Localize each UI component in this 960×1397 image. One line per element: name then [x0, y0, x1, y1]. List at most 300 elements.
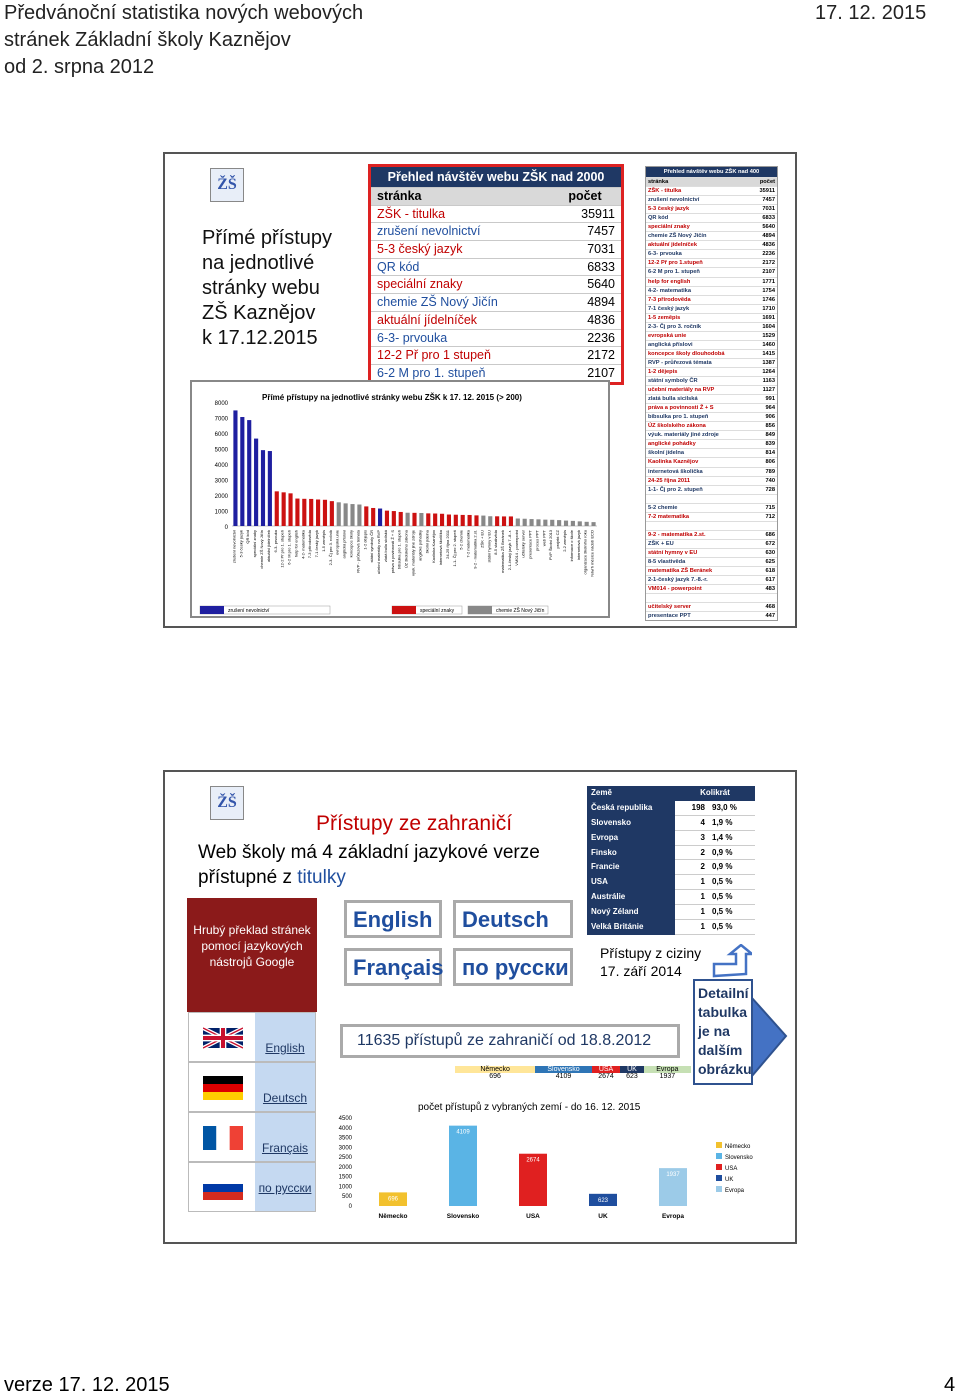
page-name: QR kód [648, 215, 669, 222]
col-country: Země [587, 786, 675, 801]
page-name [648, 495, 775, 503]
slide1-title-line: stránky webu [202, 277, 320, 299]
x-tick-label: státní symboly ČR [369, 530, 375, 563]
x-tick-label: aktuální jídelníček [265, 530, 271, 563]
country-table [587, 786, 755, 935]
page-name: bibsulka pro 1. stupeň [648, 414, 709, 421]
country-row [587, 846, 755, 861]
country-count: 1 [675, 875, 709, 890]
long-visits-table [645, 166, 778, 621]
page-name: 5-2 chemie [648, 504, 678, 511]
access-total-box: 11635 přístupů ze zahraničí od 18.8.2012 [340, 1024, 680, 1058]
page-count: 1771 [762, 278, 775, 285]
data-label: 1937 [666, 1172, 680, 1179]
chart-bar [268, 451, 272, 526]
x-tick-label: práva a povinnosti Ž + S [389, 530, 395, 574]
lang-label[interactable]: English [255, 1013, 315, 1061]
mini-value: 2674 [598, 1073, 614, 1080]
lang-row-deutsch[interactable] [188, 1062, 316, 1112]
page-count: 2172 [762, 260, 775, 267]
country-count: 2 [675, 860, 709, 875]
top-visits-table [368, 164, 624, 385]
country-name: Velká Británie [587, 920, 675, 935]
legend-label: chemie ZŠ Nový Jičín [496, 608, 545, 614]
country-count: 3 [675, 831, 709, 846]
long-visits-row [646, 213, 777, 222]
long-visits-row [646, 611, 777, 620]
x-tick-label: anglické pohádky [417, 530, 423, 561]
page-count: 2107 [587, 365, 615, 380]
page-count: 5640 [762, 224, 775, 231]
y-tick-label: 1000 [338, 1184, 352, 1191]
y-tick-label: 1500 [338, 1174, 352, 1181]
long-visits-row [646, 304, 777, 313]
long-visits-row [646, 485, 777, 494]
x-tick-label: Návrh měsíce nádob ECO [589, 530, 595, 577]
subtitle-line-2 [198, 865, 540, 890]
page-name: 1-1- Čj pro 2. stupeň [648, 486, 703, 493]
top-visits-header-row [371, 187, 621, 205]
header-title [4, 0, 363, 81]
y-tick-label: 0 [224, 525, 228, 531]
x-tick-label: bibsulka pro 1. stupeň [396, 530, 402, 570]
foreign-note-date: 17. září 2014 [600, 963, 682, 979]
long-visits-header-row [646, 177, 777, 186]
page-count: 1415 [762, 350, 775, 357]
page-name: státní hymny v EU [648, 549, 698, 556]
chart-bar [302, 499, 306, 526]
chart-bar [406, 513, 410, 526]
col-count: Kolikrát [675, 786, 755, 801]
page-count: 4894 [762, 233, 775, 240]
page-count: 728 [765, 486, 775, 493]
x-tick-label: 1-5 zeměpis [320, 530, 326, 552]
footer-page: 4 [944, 1374, 956, 1396]
country-name: USA [587, 875, 675, 890]
country-name: Slovensko [587, 816, 675, 831]
long-visits-row [646, 249, 777, 258]
legend-label: Evropa [725, 1188, 745, 1194]
y-tick-label: 1000 [214, 509, 228, 516]
long-visits-title: Přehled návštěv webu ZŠK nad 400 [646, 167, 777, 177]
x-tick-label: proces PPT [534, 530, 540, 551]
y-tick-label: 6000 [214, 432, 228, 438]
long-visits-row [646, 222, 777, 231]
legend-swatch [200, 606, 224, 614]
long-visits-row [646, 557, 777, 566]
long-visits-row [646, 376, 777, 385]
page-name: učitelský server [648, 604, 692, 611]
long-visits-row [646, 286, 777, 295]
page-count: 906 [765, 414, 775, 421]
long-visits-row [646, 439, 777, 448]
header-date: 17. 12. 2015 [815, 2, 927, 24]
long-visits-row [646, 521, 777, 530]
school-logo: ŽŠ [210, 168, 244, 202]
page-count: 806 [765, 459, 775, 466]
chart-bar [247, 420, 251, 526]
chart-bar [509, 516, 513, 526]
mini-value: 4109 [555, 1073, 572, 1080]
lang-label[interactable]: Deutsch [255, 1063, 315, 1111]
country-percent: 0,5 % [709, 890, 755, 905]
x-tick-label: 6-2 M pro 1. stupeň [286, 530, 292, 565]
long-visits-row [646, 476, 777, 485]
long-visits-row [646, 313, 777, 322]
long-visits-row [646, 322, 777, 331]
x-tick-label: 2-1-český jazyk 7.-8.-r. [506, 530, 512, 571]
x-tick-label: koncepce školy [348, 530, 354, 558]
page-count: 35911 [759, 188, 775, 195]
x-tick-label: speciální znaky [252, 530, 258, 558]
country-percent: 0,9 % [709, 860, 755, 875]
country-row [587, 816, 755, 831]
x-tick-label: 4-2- matematika [300, 530, 306, 559]
chart-bar [481, 516, 485, 526]
country-count: 1 [675, 920, 709, 935]
page-name: anglické pohádky [648, 441, 696, 448]
top-visits-row [371, 364, 621, 382]
page-name: koncepce školy dlouhodobá [648, 350, 725, 357]
x-tick-label: RVP - průřezová témata [355, 530, 361, 573]
x-tick-label: školní jídelna [424, 530, 430, 554]
long-visits-row [646, 240, 777, 249]
russia-flag-icon [203, 1175, 243, 1201]
slide1-title-line: Přímé přístupy [202, 227, 333, 249]
country-count: 4 [675, 816, 709, 831]
x-tick-label: 8-5 vlastivěda [493, 530, 499, 555]
page-count: 1754 [762, 287, 775, 294]
x-tick-label: evropská unie [334, 530, 340, 555]
page-count: 991 [765, 396, 775, 403]
page-name: RVP - průřezová témata [648, 359, 712, 366]
lang-row-english[interactable] [188, 1012, 316, 1062]
francais-button[interactable]: Français [344, 948, 442, 986]
page-count: 789 [765, 468, 775, 475]
long-visits-row [646, 503, 777, 512]
chart-bar [550, 520, 554, 526]
legend-swatch [716, 1153, 722, 1159]
x-tick-label: učitelský server [520, 530, 526, 558]
lang-row-russian[interactable] [188, 1162, 316, 1212]
y-tick-label: 5000 [214, 447, 228, 454]
country-row [587, 890, 755, 905]
x-tick-label: zrušení nevolnictví [231, 530, 237, 564]
page-name: ÚZ školského zákona [648, 423, 706, 430]
x-tick-label: anglická příslovi [341, 530, 347, 559]
country-count: 2 [675, 846, 709, 861]
data-label: 696 [387, 1196, 399, 1203]
page-count: 2236 [762, 251, 775, 258]
page-count: 625 [765, 558, 775, 565]
chart-bar [288, 493, 292, 526]
x-tick-label: Evropa [661, 1213, 685, 1220]
x-tick-label: UK [598, 1213, 608, 1220]
long-visits-row [646, 548, 777, 557]
chart-bar [378, 509, 382, 526]
legend-label: UK [725, 1177, 734, 1183]
page-name: help for english [648, 278, 691, 285]
mini-value: 1937 [659, 1073, 676, 1080]
chart-bar [571, 521, 575, 526]
x-tick-label: 24-25 října 2011 [444, 530, 450, 559]
mini-value: 623 [626, 1073, 638, 1080]
titulky-link[interactable]: titulky [297, 867, 346, 888]
top-visits-row [371, 275, 621, 293]
long-visits-row [646, 231, 777, 240]
legend-swatch [716, 1186, 722, 1192]
x-tick-label: výuk. materiály jiné zdroje [410, 530, 416, 577]
col-page: stránka [648, 179, 669, 185]
lang-label[interactable]: по русски [255, 1163, 315, 1211]
chart-bar [323, 500, 327, 526]
page-count: 964 [765, 405, 775, 412]
long-visits-row [646, 195, 777, 204]
country-row [587, 831, 755, 846]
page-name: 6-3- prvouka [377, 330, 448, 345]
long-visits-row [646, 467, 777, 476]
chart-bar [337, 502, 341, 526]
page-count: 1604 [762, 323, 775, 330]
page-count: 447 [765, 613, 775, 620]
long-visits-row [646, 367, 777, 376]
chart-bar [591, 522, 595, 526]
y-tick-label: 3000 [338, 1145, 352, 1152]
page-name: evropská unie [648, 332, 687, 339]
long-visits-row [646, 267, 777, 276]
x-tick-label: zlatá bulla sicilská [382, 530, 388, 563]
english-button[interactable]: English [344, 900, 442, 938]
page-name: 1-2 dějepis [648, 368, 678, 375]
page-name: zlatá bulla sicilská [648, 396, 698, 403]
chart-bar [426, 513, 430, 526]
foreign-access-chart-svg [332, 1092, 764, 1226]
x-tick-label: ÚZ školského zákona [403, 530, 409, 569]
x-tick-label: presentace PPT [527, 530, 533, 559]
x-tick-label: 9-2 - matematika 2.st. [472, 530, 478, 569]
page-name: chemie ZŠ Nový Jičín [648, 233, 707, 240]
country-row [587, 920, 755, 935]
long-visits-row [646, 584, 777, 593]
country-percent: 0,5 % [709, 905, 755, 920]
uk-flag-icon [203, 1025, 243, 1051]
page-count: 1710 [762, 305, 775, 312]
chart-bar [468, 515, 472, 526]
page-count: 618 [765, 568, 775, 575]
long-visits-row [646, 421, 777, 430]
page-name: QR kód [377, 259, 420, 274]
chart-bar [350, 504, 354, 526]
chart-bar [502, 516, 506, 526]
long-visits-row [646, 494, 777, 503]
data-label: 623 [597, 1197, 609, 1204]
chart-bar [399, 512, 403, 526]
page-name: 5-3 český jazyk [377, 242, 463, 257]
x-tick-label: 12-2 Př pro 1. stupeň [279, 530, 285, 568]
top-visits-row [371, 346, 621, 364]
page-count: 483 [765, 586, 775, 593]
mini-header: Slovensko [535, 1066, 592, 1073]
header-title-line-1: Předvánoční statistika nových webových [4, 2, 364, 24]
x-tick-label: státní hymny v EU [486, 530, 492, 563]
foreign-access-chart [332, 1092, 764, 1226]
page-count: 856 [765, 423, 775, 430]
x-tick-label: 7-1 český jazyk [314, 530, 320, 558]
top-visits-row [371, 329, 621, 347]
country-name: Finsko [587, 846, 675, 861]
chart-bar [433, 514, 437, 526]
long-visits-row [646, 358, 777, 367]
direct-access-chart-svg [192, 382, 608, 616]
long-visits-row [646, 349, 777, 358]
chart-bar [495, 516, 499, 526]
top-visits-title: Přehled návštěv webu ZŠK nad 2000 [371, 167, 621, 187]
detail-table-note: Detailní tabulka je na dalším obrázku [698, 985, 752, 1077]
x-tick-label: ZŠK + EU [479, 530, 485, 548]
col-count: počet [759, 179, 775, 185]
x-tick-label: informace o škole [568, 530, 574, 562]
page-count: 740 [765, 477, 775, 484]
chart-title: Přímé přístupy na jednotlivé stránky webu ZŠK k 17. 12. 2015 (> 200) [262, 393, 522, 402]
chart-bar [385, 511, 389, 526]
page-name: 6-3- prvouka [648, 251, 682, 258]
country-percent: 0,5 % [709, 875, 755, 890]
page-name: práva a povinnosti Ž + S [648, 405, 714, 412]
long-visits-row [646, 331, 777, 340]
chart-bar [440, 514, 444, 526]
deutsch-button[interactable]: Deutsch [453, 900, 573, 938]
country-count: 1 [675, 905, 709, 920]
data-label: 2674 [526, 1157, 540, 1164]
footer-version: verze 17. 12. 2015 [4, 1374, 170, 1396]
foreign-note-text: Přístupy z ciziny [600, 945, 702, 961]
x-tick-label: Slovensko [446, 1213, 480, 1220]
page-name [648, 594, 775, 602]
long-visits-row [646, 295, 777, 304]
chart-bar [392, 511, 396, 526]
long-visits-row [646, 430, 777, 439]
page-name: 12-2 Př pro 1 stupeň [377, 348, 491, 363]
x-tick-label: Kaolinka Kaznějov [431, 530, 437, 563]
x-tick-label: učební materiály na RVP [376, 530, 382, 575]
chart-bar [578, 521, 582, 526]
legend-label: Německo [725, 1144, 751, 1150]
chart-bar [357, 505, 361, 526]
page-count: 1691 [762, 314, 775, 321]
long-visits-row [646, 277, 777, 286]
page-name: výuk. materiály jiné zdroje [648, 432, 719, 439]
chart-bar [275, 491, 279, 526]
page-name: 7-2 matematika [648, 513, 690, 520]
country-row [587, 875, 755, 890]
chart-bar [447, 515, 451, 526]
y-tick-label: 7000 [214, 416, 228, 423]
x-tick-label: web PPT [541, 530, 547, 547]
page-name: aktuální jídelníček [377, 312, 478, 327]
chart-bar [419, 513, 423, 526]
chart-bar [454, 515, 458, 526]
long-visits-row [646, 457, 777, 466]
page-name: učební materiály na RVP [648, 387, 715, 394]
lang-label[interactable]: Français [255, 1113, 315, 1161]
page-name: ZŠK - titulka [648, 188, 682, 195]
x-tick-label: internetová školička [438, 530, 444, 566]
chart-bar [233, 410, 237, 526]
chart-bar [254, 439, 258, 526]
country-name: Nový Zéland [587, 905, 675, 920]
page-count: 1460 [762, 341, 775, 348]
mini-header: Německo [455, 1066, 535, 1073]
page-name: 6-2 M pro 1. stupeň [377, 365, 486, 380]
country-name: Francie [587, 860, 675, 875]
x-tick-label: 2-2 zeměpis [562, 530, 568, 552]
country-mini-table [455, 1066, 691, 1080]
subtitle-prefix: přístupné z [198, 867, 298, 888]
legend-swatch [468, 606, 492, 614]
chart-bar [585, 522, 589, 526]
subtitle-line-1: Web školy má 4 základní jazykové verze [198, 842, 540, 863]
long-visits-row [646, 340, 777, 349]
top-visits-row [371, 205, 621, 223]
page-count: 35911 [581, 206, 615, 221]
page-count: 1163 [762, 378, 775, 385]
top-visits-row [371, 293, 621, 311]
page-count: 715 [765, 504, 775, 511]
mini-header: Evropa [644, 1066, 691, 1073]
page-count: 630 [765, 549, 775, 556]
x-tick-label: 1-1- Čj pro 2. stupeň [451, 530, 457, 567]
chart-title: počet přístupů z vybraných zemí - do 16. 12. 2015 [418, 1102, 641, 1113]
country-header-row [587, 786, 755, 801]
y-tick-label: 3500 [338, 1135, 352, 1142]
page-count: 2172 [587, 348, 615, 363]
page-count: 7031 [762, 206, 775, 213]
header-title-line-3: od 2. srpna 2012 [4, 56, 155, 78]
page-count: 6833 [762, 215, 775, 222]
page-count: 1387 [762, 359, 775, 366]
page-count: 686 [765, 531, 775, 538]
page-count: 839 [765, 441, 775, 448]
long-visits-row [646, 186, 777, 195]
slide2-title: Přístupy ze zahraničí [316, 812, 513, 835]
top-visits-row [371, 222, 621, 240]
long-visits-row [646, 512, 777, 521]
x-tick-label: 6-3- prvouka [272, 530, 278, 553]
google-translate-box: Hrubý překlad stránek pomocí jazykových nástrojů Google [187, 898, 317, 1012]
long-visits-row [646, 566, 777, 575]
russian-button[interactable]: по русски [453, 948, 573, 986]
lang-row-francais[interactable] [188, 1112, 316, 1162]
chart-bar [543, 520, 547, 526]
top-visits-row [371, 240, 621, 258]
arrow-up-icon [712, 944, 752, 978]
x-tick-label: 2-3- Čj pro 3. ročník [327, 530, 333, 566]
x-tick-label: 5-3 český jazyk [238, 530, 244, 558]
page-count: 4894 [587, 295, 615, 310]
school-logo: ŽŠ [210, 786, 244, 820]
page-count: 7031 [587, 242, 615, 257]
long-visits-row [646, 530, 777, 539]
chart-bar [557, 520, 561, 526]
mini-header: UK [620, 1066, 644, 1073]
y-tick-label: 500 [341, 1194, 352, 1201]
x-tick-label: USA [526, 1213, 540, 1220]
page-name: internetová školička [648, 468, 703, 475]
country-name: Česká republika [587, 801, 675, 816]
y-tick-label: 3000 [214, 478, 228, 485]
y-tick-label: 2500 [338, 1155, 352, 1162]
page-count: 1264 [762, 368, 775, 375]
